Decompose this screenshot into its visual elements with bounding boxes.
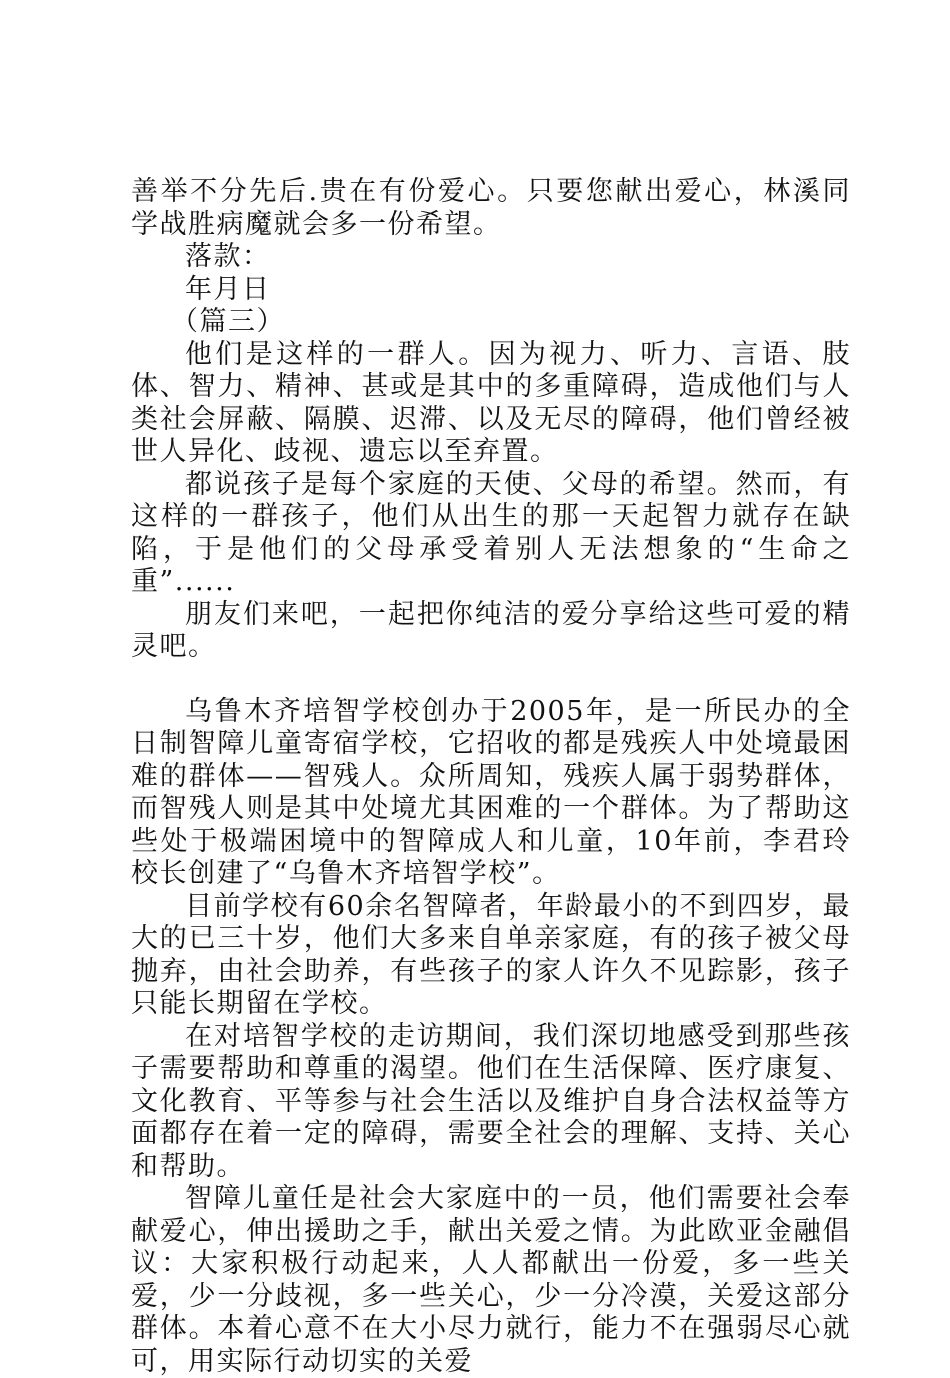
paragraph-appeal-closing: 善举不分先后.贵在有份爱心。只要您献出爱心，林溪同学战胜病魔就会多一份希望。 [131,176,851,240]
document-body [131,176,851,1378]
paragraph-visit-findings: 在对培智学校的走访期间，我们深切地感受到那些孩子需要帮助和尊重的渴望。他们在生活保障、医疗康复、文化教育、平等参与社会生活以及维护自身合法权益等方面都存在着一定的障碍，需要全社会的理解、支持、关心和帮助。 [131,1020,851,1182]
paragraph-call-to-action: 智障儿童任是社会大家庭中的一员，他们需要社会奉献爱心，伸出援助之手，献出关爱之情。为此欧亚金融倡议：大家积极行动起来，人人都献出一份爱，多一些关爱，少一分歧视，多一些关心，少一分冷漠，关爱这部分群体。本着心意不在大小尽力就行，能力不在强弱尽心就可，用实际行动切实的关爱 [131,1183,851,1377]
section-heading-part-three: （篇三） [171,306,285,337]
paragraph-children-hope: 都说孩子是每个家庭的天使、父母的希望。然而，有这样的一群孩子，他们从出生的那一天起智力就存在缺陷，于是他们的父母承受着别人无法想象的“生命之重”...... [131,468,851,597]
paragraph-school-intro: 乌鲁木齐培智学校创办于2005年，是一所民办的全日制智障儿童寄宿学校，它招收的都是残疾人中处境最困难的群体——智残人。众所周知，残疾人属于弱势群体，而智残人则是其中处境尤其困难的一个群体。为了帮助这些处于极端困境中的智障成人和儿童，10年前，李君玲校长创建了“乌鲁木齐培智学校”。 [131,695,851,889]
paragraph-school-students: 目前学校有60余名智障者，年龄最小的不到四岁，最大的已三十岁，他们大多来自单亲家庭，有的孩子被父母抛弃，由社会助养，有些孩子的家人许久不见踪影，孩子只能长期留在学校。 [131,890,851,1019]
paragraph-signature: 落款： [185,241,271,272]
paragraph-intro-group: 他们是这样的一群人。因为视力、听力、言语、肢体、智力、精神、甚或是其中的多重障碍，造成他们与人类社会屏蔽、隔膜、迟滞、以及无尽的障碍，他们曾经被世人异化、歧视、遗忘以至弃置。 [131,338,851,467]
paragraph-date: 年月日 [185,273,271,305]
paragraph-gap [131,664,851,696]
paragraph-friends-call: 朋友们来吧，一起把你纯洁的爱分享给这些可爱的精灵吧。 [131,598,851,662]
